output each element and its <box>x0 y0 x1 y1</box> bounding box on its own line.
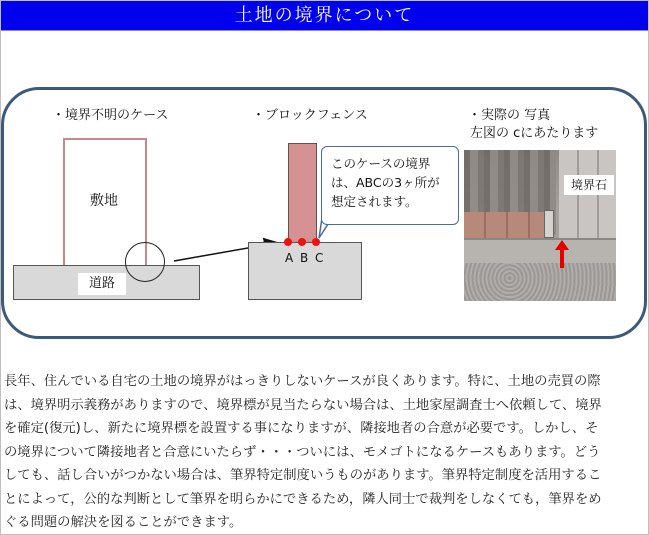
article-line: ぐる問題の解決を図ることができます。 <box>4 515 243 530</box>
boundary-circle <box>125 242 165 282</box>
callout-line: 想定されます。 <box>331 194 418 209</box>
callout-line: このケースの境界 <box>331 156 431 171</box>
article-line: は、境界明示義務がありますので、境界標が見当たらない場合は、土地家屋調査士へ依頼して、境界 <box>4 397 602 413</box>
road-label: 道路 <box>78 273 126 295</box>
case2-caption: ・ブロックフェンス <box>252 108 368 123</box>
point-a-label: A <box>285 251 294 265</box>
plot-label: 敷地 <box>90 193 118 209</box>
point-a-marker <box>284 238 292 246</box>
point-b-label: B <box>300 251 309 265</box>
page-title: 土地の境界について <box>1 1 648 31</box>
callout-box <box>321 146 459 225</box>
article-line: とによって，公的な判断として筆界を明らかにできるため，隣人同士で裁判をしなくても，筆界をめ <box>4 491 602 507</box>
article-line: を確定(復元)し、新たに境界標を設置する事になりますが、隣接地者の合意が必要です。しかし、そ <box>4 421 599 436</box>
photo-label: 境界石 <box>564 175 614 195</box>
article-body <box>4 370 644 535</box>
article-line: の境界について隣接地者と合意にいたらず・・・ついには、モメゴトになるケースもあります。どう <box>4 444 601 460</box>
callout-line: は、ABCの3ヶ所が <box>331 175 440 190</box>
point-b-marker <box>298 238 306 246</box>
fence-post <box>288 143 317 243</box>
photo-caption: ・実際の 写真 <box>468 108 551 123</box>
article-line: 長年、住んでいる自宅の土地の境界がはっきりしないケースが良くあります。特に、土地の売買の際 <box>4 374 601 389</box>
case1-caption: ・境界不明のケース <box>52 108 169 123</box>
boundary-stone-photo <box>464 150 616 301</box>
photo-caption-sub: 左図の cにあたります <box>470 126 599 141</box>
point-c-label: C <box>315 251 324 265</box>
red-up-arrow-icon <box>555 240 569 268</box>
article-line: しても、話し合いがつかない場合は、筆界特定制度いうものがあります。筆界特定制度を活用するこ <box>4 468 602 483</box>
